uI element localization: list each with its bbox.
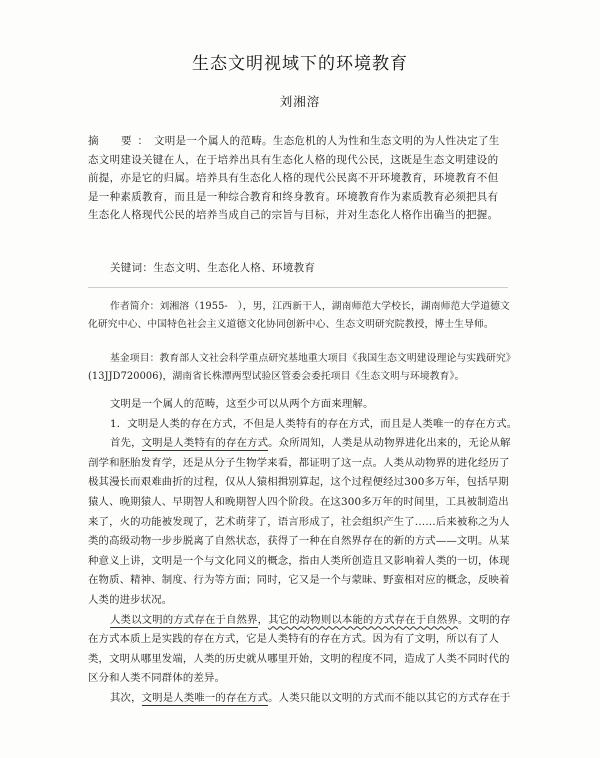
paragraph-5 (88, 689, 518, 709)
paragraph-5-lead: 其次， (110, 691, 142, 704)
abstract (88, 132, 508, 225)
body-text (88, 395, 518, 709)
paragraph-3-lead: 首先， (110, 437, 142, 450)
paragraph-1: 文明是一个属人的范畴，这至少可以从两个方面来理解。 (110, 398, 374, 410)
keywords (110, 260, 510, 275)
paragraph-4 (88, 611, 518, 689)
footnote-divider (88, 287, 508, 288)
keywords-label: 关键词： (110, 262, 154, 274)
paragraph-4-rest: 。文明的存在方式本质上是实践的存在方式，它是人类特有的存在方式。因为有了文明，所以有了人类，文明从哪里发端，人类的历史就从哪里开始，文明的程度不同，造成了人类不同时代的区分和人类不同群体的差异。 (88, 613, 511, 685)
paragraph-3 (88, 434, 518, 610)
underlined-phrase: 人类以文明的方式存在于自然界 (110, 613, 258, 626)
paragraph-3-rest: 。众所周知，人类是从动物界进化出来的，无论从解剖学和胚胎发育学，还是从分子生物学来看，都证明了这一点。人类从动物界的进化经历了极其漫长而艰难曲折的过程，仅从人猿相揖别算起，这个过程便经过300多万年，包括早期猿人、晚期猿人、早期智人和晚期智人四个阶段。在这300多万年的时间里，工具被制造出来了，火的功能被发现了，艺术萌芽了，语言形成了，社会组织产生了……后来被称之为人类的高级动物一步步脱离了自然状态，获得了一种在自然界存在的新的方式——文明。从某种意义上讲，文明是一个与文化同义的概念，指由人类所创造且又影响着人类的一切，体现在物质、精神、制度、行为等方面；同时，它又是一个与蒙昧、野蛮相对应的概念，反映着人类的进步状况。 (88, 437, 511, 606)
abstract-label: 摘 要： (88, 135, 154, 147)
paragraph-2: 1．文明是人类的存在方式，不但是人类特有的存在方式，而且是人类唯一的存在方式。 (110, 417, 518, 430)
footnote-author-bio: 作者简介：刘湘溶（1955- ），男，江西新干人，湖南师范大学校长，湖南师范大学道德文化研究中心、中国特色社会主义道德文化协同创新中心、生态文明研究院教授，博士生导师。 (88, 301, 510, 330)
article-title: 生态文明视域下的环境教育 (192, 54, 408, 74)
abstract-text: 文明是一个属人的范畴。生态危机的人为性和生态文明的为人性决定了生态文明建设关键在人，在于培养出具有生态化人格的现代公民，这既是生态文明建设的前提，亦是它的归属。培养具有生态化人格的现代公民离不开环境教育，环境教育不但是一种素质教育，而且是一种综合教育和终身教育。环境教育作为素质教育必须把具有生态化人格现代公民的培养当成自己的宗旨与目标，并对生态化人格作出确当的把握。 (88, 135, 500, 221)
paragraph-4-mid: ， (257, 613, 269, 626)
underlined-phrase: 文明是人类特有的存在方式 (141, 437, 269, 450)
keywords-text: 生态文明、生态化人格、环境教育 (153, 262, 316, 274)
underlined-phrase: 文明是人类唯一的存在方式 (141, 691, 269, 704)
footnote-funding: 基金项目：教育部人文社会科学重点研究基地重大项目《我国生态文明建设理论与实践研究》(13JJD720006)，湖南省长株潭两型试验区管委会委托项目《生态文明与环境教育》。 (88, 353, 511, 382)
article-author: 刘湘溶 (279, 94, 321, 109)
wavy-underlined-phrase: 其它的动物则以本能的方式存在于自然界 (268, 613, 458, 626)
paragraph-5-rest: 。人类只能以文明的方式而不能以其它的方式存在于 (268, 691, 511, 704)
